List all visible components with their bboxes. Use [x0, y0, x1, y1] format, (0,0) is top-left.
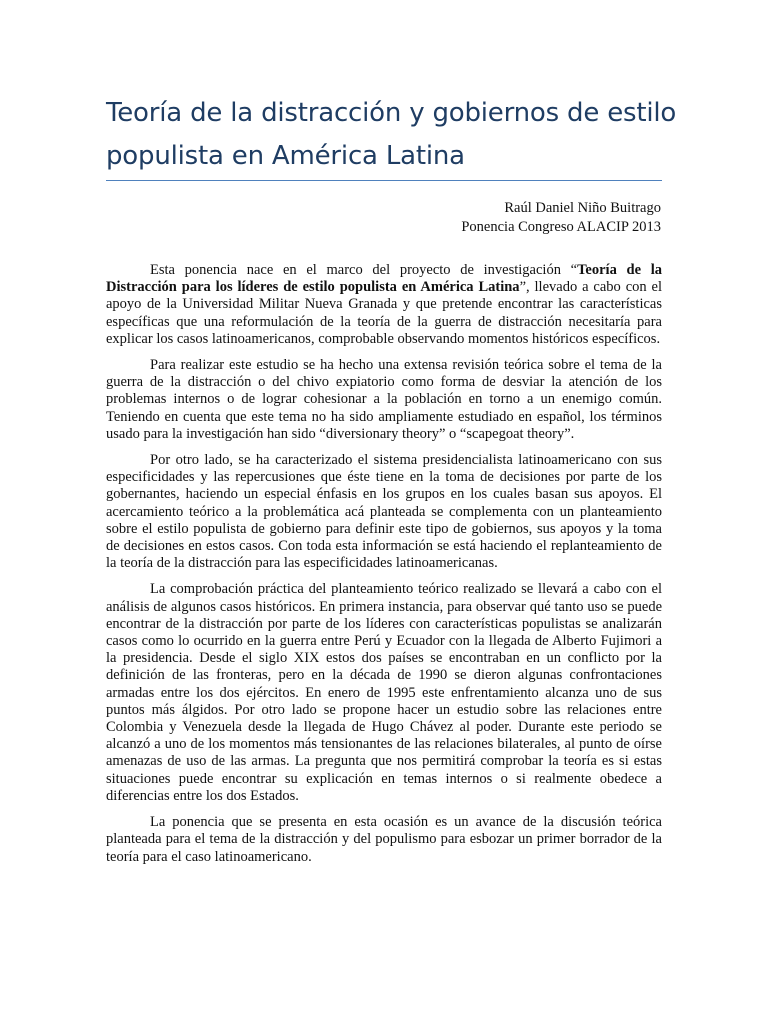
document-title: Teoría de la distracción y gobiernos de estilo populista en América Latina — [106, 98, 677, 171]
paragraph-5: La ponencia que se presenta en esta ocasión es un avance de la discusión teórica planteada para el tema de la distracción y del populismo para esbozar un primer borrador de la teoría para el caso latinoamericano. — [106, 814, 662, 865]
paragraph-1-lead: Esta ponencia nace en el marco del proyecto de investigación “ — [150, 262, 578, 278]
conference-name: Ponencia Congreso ALACIP 2013 — [461, 219, 661, 235]
paragraph-1 — [106, 262, 662, 348]
title-divider — [106, 180, 662, 181]
document-body — [106, 262, 662, 875]
author-name: Raúl Daniel Niño Buitrago — [504, 200, 661, 216]
paragraph-4: La comprobación práctica del planteamiento teórico realizado se llevará a cabo con el análisis de algunos casos históricos. En primera instancia, para observar qué tanto uso se puede encontrar de la distracción por parte de los líderes con características populistas se analizarán casos como lo ocurrido en la guerra entre Perú y Ecuador con la llegada de Alberto Fujimori a la presidencia. Desde el siglo XIX estos dos países se encontraban en un conflicto por la definición de las fronteras, pero en la década de 1990 se dieron algunas confrontaciones armadas entre los dos ejércitos. En enero de 1995 este enfrentamiento alcanza uno de sus puntos más álgidos. Por otro lado se propone hacer un estudio sobre las relaciones entre Colombia y Venezuela desde la llegada de Hugo Chávez al poder. Durante este periodo se alcanzó a uno de los momentos más tensionantes de las relaciones bilaterales, al punto de oírse amenazas de uso de las armas. La pregunta que nos permitirá comprobar la teoría es si estas situaciones puede encontrar su explicación en temas internos o si realmente obedece a diferencias entre los dos Estados. — [106, 581, 662, 804]
paragraph-2: Para realizar este estudio se ha hecho una extensa revisión teórica sobre el tema de la guerra de la distracción o del chivo expiatorio como forma de desviar la atención de los problemas internos o de lograr cohesionar a la población en torno a un enemigo común. Teniendo en cuenta que este tema no ha sido ampliamente estudiado en español, los términos usado para la investigación han sido “diversionary theory” o “scapegoat theory”. — [106, 357, 662, 442]
project-title: Teoría de la Distracción para los líderes de estilo populista en América Latina — [106, 262, 662, 296]
paragraph-1-rest: ”, llevado a cabo con el apoyo de la Universidad Militar Nueva Granada y que pretende encontrar las características específicas que una reformulación de la teoría de la guerra de distracción necesitaría para explicar los casos latinoamericanos, comprobable observando momentos históricos específicos. — [106, 279, 663, 347]
author-block — [461, 199, 661, 237]
paragraph-3: Por otro lado, se ha caracterizado el sistema presidencialista latinoamericano con sus especificidades y las repercusiones que éste tiene en la toma de decisiones por parte de los gobernantes, haciendo un especial énfasis en los grupos en los cuales basan sus apoyos. El acercamiento teórico a la problemática acá planteada se complementa con un planteamiento sobre el estilo populista de gobierno para definir este tipo de gobiernos, sus apoyos y la toma de decisiones en estos casos. Con toda esta información se está haciendo el replanteamiento de la teoría de la distracción para las especificidades latinoamericanas. — [106, 452, 662, 572]
